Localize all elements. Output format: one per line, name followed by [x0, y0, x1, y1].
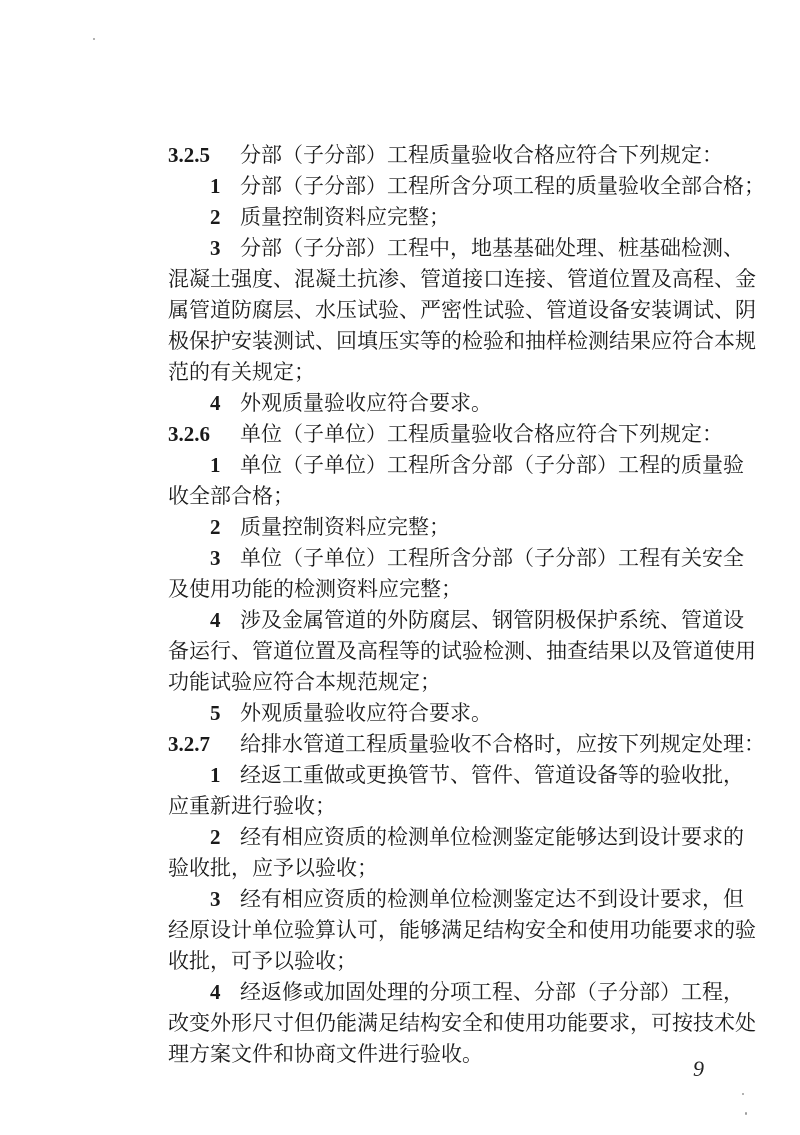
item-text: 分部（子分部）工程所含分项工程的质量验收全部合格；: [240, 174, 765, 198]
item-number: 2: [210, 515, 221, 539]
list-item: [168, 388, 738, 419]
item-number: 4: [210, 391, 221, 415]
item-continuation: 极保护安装测试、回填压实等的检验和抽样检测结果应符合本规: [168, 329, 756, 353]
item-number: 4: [210, 608, 221, 632]
document-body: [168, 140, 765, 1070]
item-number: 1: [210, 763, 221, 787]
list-item: [168, 233, 744, 264]
item-continuation: 应重新进行验收；: [168, 794, 336, 818]
list-item: [168, 698, 738, 729]
list-item: [168, 171, 765, 202]
item-number: 1: [210, 174, 221, 198]
list-item: [168, 450, 744, 481]
list-item: [168, 605, 744, 636]
list-item: [168, 884, 744, 915]
item-text: 外观质量验收应符合要求。: [240, 701, 492, 725]
list-item: [168, 512, 738, 543]
item-text: 经有相应资质的检测单位检测鉴定达不到设计要求，但: [240, 887, 744, 911]
item-text: 经返工重做或更换管节、管件、管道设备等的验收批，: [240, 763, 744, 787]
item-number: 3: [210, 887, 221, 911]
section-number: 3.2.5: [168, 143, 210, 167]
item-text: 质量控制资料应完整；: [240, 205, 450, 229]
item-continuation: 功能试验应符合本规范规定；: [168, 670, 441, 694]
item-number: 3: [210, 546, 221, 570]
list-item: [168, 202, 738, 233]
section-lead: 分部（子分部）工程质量验收合格应符合下列规定：: [240, 143, 723, 167]
scan-speck: [93, 38, 95, 40]
section-heading: [168, 140, 738, 171]
item-number: 2: [210, 825, 221, 849]
item-text: 质量控制资料应完整；: [240, 515, 450, 539]
item-number: 4: [210, 980, 221, 1004]
section-lead: 给排水管道工程质量验收不合格时，应按下列规定处理：: [240, 732, 765, 756]
item-text: 经返修或加固处理的分项工程、分部（子分部）工程，: [240, 980, 744, 1004]
scan-speck: [745, 1112, 747, 1115]
section-lead: 单位（子单位）工程质量验收合格应符合下列规定：: [240, 422, 723, 446]
list-item: [168, 760, 744, 791]
item-continuation: 范的有关规定；: [168, 360, 315, 384]
item-text: 经有相应资质的检测单位检测鉴定能够达到设计要求的: [240, 825, 744, 849]
item-number: 1: [210, 453, 221, 477]
section-number: 3.2.6: [168, 422, 210, 446]
item-continuation: 备运行、管道位置及高程等的试验检测、抽查结果以及管道使用: [168, 639, 756, 663]
item-continuation: 收批，可予以验收；: [168, 949, 357, 973]
item-number: 5: [210, 701, 221, 725]
list-item: [168, 977, 744, 1008]
section-heading: [168, 729, 765, 760]
item-text: 涉及金属管道的外防腐层、钢管阴极保护系统、管道设: [240, 608, 744, 632]
list-item: [168, 543, 744, 574]
scan-speck: [742, 1093, 744, 1095]
item-text: 分部（子分部）工程中，地基基础处理、桩基础检测、: [240, 236, 744, 260]
item-text: 单位（子单位）工程所含分部（子分部）工程的质量验: [240, 453, 744, 477]
item-text: 单位（子单位）工程所含分部（子分部）工程有关安全: [240, 546, 744, 570]
item-continuation: 改变外形尺寸但仍能满足结构安全和使用功能要求，可按技术处: [168, 1011, 756, 1035]
item-continuation: 收全部合格；: [168, 484, 294, 508]
item-continuation: 理方案文件和协商文件进行验收。: [168, 1042, 483, 1066]
item-continuation: 验收批，应予以验收；: [168, 856, 378, 880]
list-item: [168, 822, 744, 853]
section-heading: [168, 419, 738, 450]
page-number: 9: [693, 1056, 704, 1081]
item-continuation: 混凝土强度、混凝土抗渗、管道接口连接、管道位置及高程、金: [168, 267, 756, 291]
item-continuation: 及使用功能的检测资料应完整；: [168, 577, 462, 601]
item-number: 3: [210, 236, 221, 260]
item-continuation: 属管道防腐层、水压试验、严密性试验、管道设备安装调试、阴: [168, 298, 756, 322]
section-number: 3.2.7: [168, 732, 210, 756]
item-continuation: 经原设计单位验算认可，能够满足结构安全和使用功能要求的验: [168, 918, 756, 942]
item-text: 外观质量验收应符合要求。: [240, 391, 492, 415]
item-number: 2: [210, 205, 221, 229]
